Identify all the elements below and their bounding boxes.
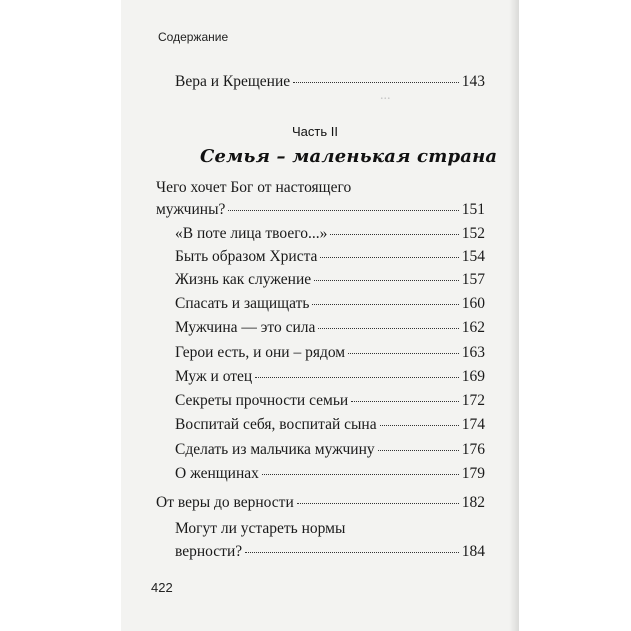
toc-entry-page: 143 [461,73,485,90]
toc-entry-page: 154 [461,248,485,265]
toc-entry [175,71,485,93]
toc-entry-title: Мужчина — это сила [175,319,316,336]
toc-subentry [175,223,485,245]
toc-entry-page: 162 [461,319,485,336]
dot-leader [318,328,458,329]
chapter-title-line1: Чего хочет Бог от настоящего [156,179,352,196]
toc-subentry [175,317,485,339]
toc-chapter [156,492,485,514]
subentry-title-line1: Могут ли устареть нормы [175,520,346,537]
toc-subentry [175,366,485,388]
toc-subentry [175,269,485,291]
toc-entry-title: Секреты прочности семьи [175,392,349,409]
running-title: Содержание [158,30,229,44]
page-number: 422 [151,580,173,595]
part-label: Часть II [292,124,338,139]
toc-subentry [175,390,485,412]
dot-leader [293,82,459,83]
dot-leader [380,425,459,426]
dot-leader [378,450,459,451]
toc-entry-page: 174 [461,416,485,433]
dot-leader [228,210,458,211]
chapter-title-line2: мужчины? [156,201,226,218]
toc-entry-title: Вера и Крещение [175,73,291,90]
subentry-title-line2: верности? [175,543,243,560]
chapter-title: От веры до верности [156,494,294,511]
toc-entry-page: 176 [461,441,485,458]
toc-entry-page: 169 [461,368,485,385]
toc-entry-title: Спасать и защищать [175,295,310,312]
toc-subentry [175,541,485,563]
toc-subentry [175,293,485,315]
toc-entry-page: 160 [461,295,485,312]
dot-leader [330,234,458,235]
dot-leader [351,401,459,402]
toc-entry-page: 163 [461,344,485,361]
toc-entry-title: О женщинах [175,465,259,482]
dot-leader [320,257,458,258]
dot-leader [255,377,459,378]
toc-entry-title: Герои есть, и они – рядом [175,344,346,361]
toc-entry-title: Муж и отец [175,368,253,385]
toc-subentry [175,246,485,268]
toc-entry-page: 179 [461,465,485,482]
toc-subentry [175,439,485,461]
part-title: Семья – маленькая страна [200,146,498,167]
toc-entry-title: Быть образом Христа [175,248,318,265]
toc-subentry [175,414,485,436]
toc-entry-page: 172 [461,392,485,409]
dot-leader [314,280,459,281]
toc-entry-page: 152 [461,225,485,242]
toc-entry-page: 157 [461,271,485,288]
dot-leader [348,353,459,354]
toc-entry-page: 182 [461,494,485,511]
toc-entry-title: Воспитай себя, воспитай сына [175,416,377,433]
toc-chapter [156,199,485,221]
dot-leader [312,304,458,305]
toc-subentry [175,463,485,485]
show-through-text: ... [380,88,391,103]
toc-entry-title: Жизнь как служение [175,271,312,288]
dot-leader [297,503,459,504]
toc-entry-page: 184 [461,543,485,560]
toc-entry-title: «В поте лица твоего...» [175,225,328,242]
toc-subentry [175,342,485,364]
toc-entry-page: 151 [461,201,485,218]
toc-entry-title: Сделать из мальчика мужчину [175,441,375,458]
dot-leader [262,474,459,475]
dot-leader [245,552,459,553]
